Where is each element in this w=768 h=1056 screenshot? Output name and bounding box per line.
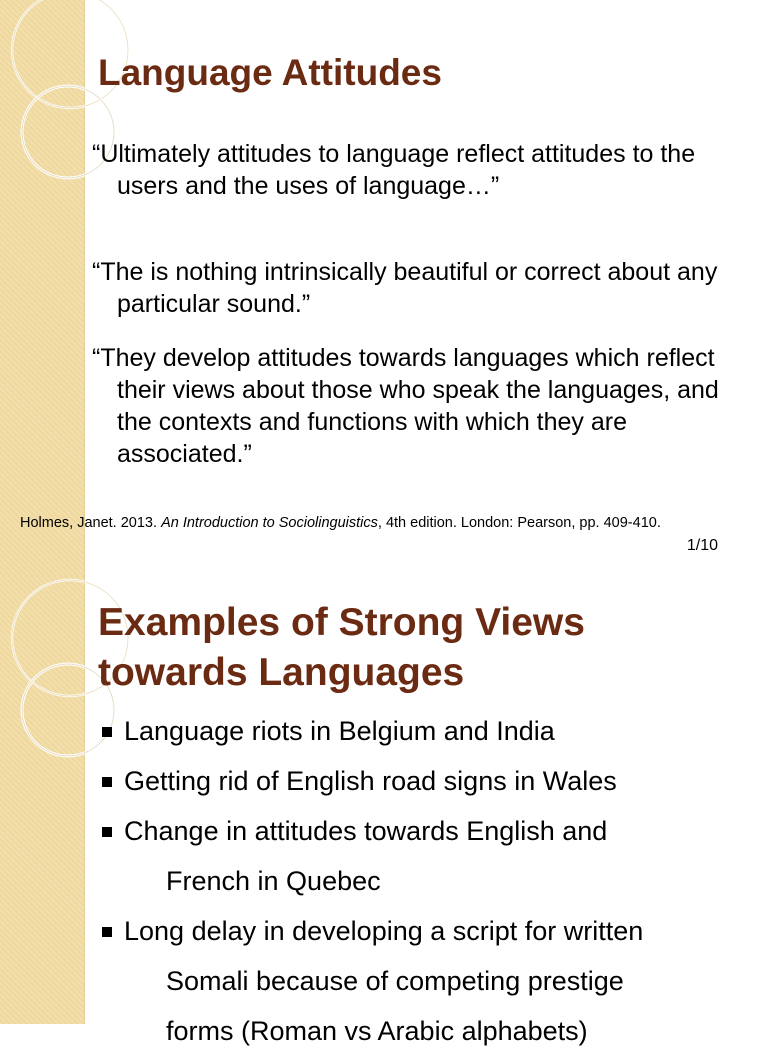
square-bullet-icon <box>102 777 112 787</box>
list-item <box>100 806 744 906</box>
list-item-text: Getting rid of English road signs in Wales <box>124 766 617 796</box>
list-item <box>100 706 744 756</box>
quote-1: “Ultimately attitudes to language reflect attitudes to the users and the uses of language…” <box>92 140 696 200</box>
examples-list <box>100 706 744 1056</box>
quote-2: “The is nothing intrinsically beautiful or correct about any particular sound.” <box>92 258 718 318</box>
slide-2-title-line-2: towards Languages <box>98 651 465 694</box>
slide-2 <box>0 576 768 1046</box>
square-bullet-icon <box>102 727 112 737</box>
list-item-continuation: Somali because of competing prestige <box>166 966 624 996</box>
list-item <box>100 756 744 806</box>
slide-2-title-line-1: Examples of Strong Views <box>98 601 585 644</box>
list-item-text: Language riots in Belgium and India <box>124 716 555 746</box>
square-bullet-icon <box>102 827 112 837</box>
slide-2-title <box>98 598 585 698</box>
citation <box>20 512 720 534</box>
square-bullet-icon <box>102 927 112 937</box>
list-item-continuation: forms (Roman vs Arabic alphabets) <box>166 1016 588 1046</box>
page-number: 1/10 <box>686 537 718 554</box>
list-item-continuation: French in Quebec <box>166 866 381 896</box>
list-item <box>100 906 744 1056</box>
list-item-text: Long delay in developing a script for written <box>124 916 644 946</box>
citation-prefix: Holmes, Janet. 2013. <box>20 515 162 531</box>
list-item-text: Change in attitudes towards English and <box>124 816 608 846</box>
quote-3: “They develop attitudes towards languages which reflect their views about those who speak the languages, and the contexts and functions with which they are associated.” <box>92 344 719 468</box>
citation-book-title: An Introduction to Sociolinguistics <box>161 515 378 531</box>
slide-1-title: Language Attitudes <box>98 52 442 93</box>
citation-suffix: , 4th edition. London: Pearson, pp. 409-410. <box>377 515 661 531</box>
